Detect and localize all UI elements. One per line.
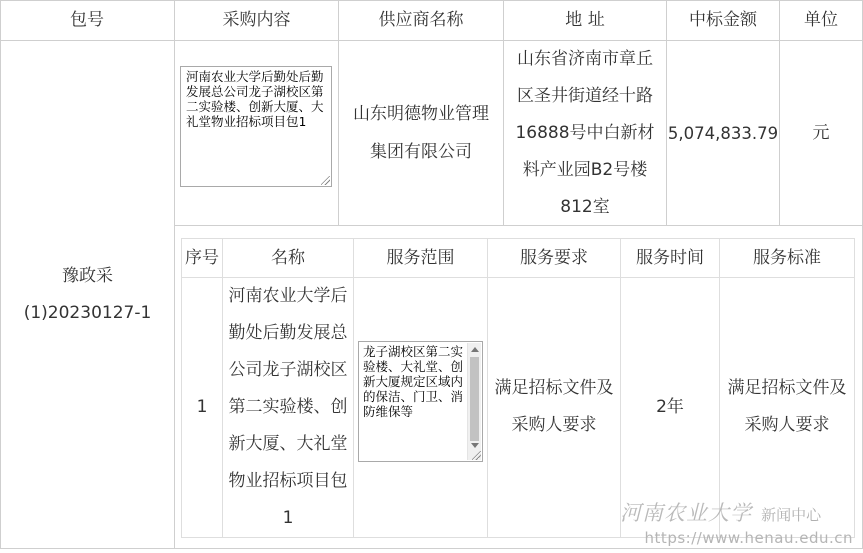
scope-scrollbar[interactable]: [467, 343, 481, 460]
sub-standard-line1: 满足招标文件及: [727, 378, 847, 398]
address-line: 812室: [560, 197, 610, 217]
sub-name-line: 公司龙子湖校区: [228, 360, 348, 380]
address-line: 16888号中白新材: [515, 123, 655, 143]
sub-standard-line2: 采购人要求: [744, 415, 830, 435]
supplier-line2: 集团有限公司: [370, 141, 472, 162]
watermark-label: 新闻中心: [761, 506, 822, 524]
content-textarea[interactable]: [180, 66, 332, 187]
subheader-requirement: 服务要求: [520, 247, 588, 268]
sub-requirement-line2: 采购人要求: [511, 415, 597, 435]
resize-grip-icon[interactable]: [321, 176, 330, 185]
watermark-logo-text: 河南农业大学: [620, 501, 752, 525]
header-divider: [0, 40, 863, 41]
subheader-time: 服务时间: [636, 247, 704, 268]
address-cell: [504, 41, 666, 225]
package-no-line1: 豫政采: [62, 265, 113, 286]
sub-name-line: 河南农业大学后: [228, 286, 348, 306]
sub-time-value: 2年: [656, 396, 684, 417]
address-line: 区圣井街道经十路: [517, 86, 653, 106]
sub-name-line: 勤处后勤发展总: [228, 323, 348, 343]
subheader-seq: 序号: [185, 247, 219, 268]
header-unit: 单位: [804, 10, 838, 30]
resize-grip-icon[interactable]: [472, 451, 481, 460]
sub-name-line: 新大厦、大礼堂: [228, 434, 348, 454]
content-textarea-text: 河南农业大学后勤处后勤发展总公司龙子湖校区第二实验楼、创新大厦、大礼堂物业招标项目包1: [186, 69, 324, 129]
supplier-line1: 山东明德物业管理: [353, 103, 489, 124]
sub-name-line: 物业招标项目包: [228, 471, 348, 491]
scope-textarea[interactable]: [358, 341, 483, 462]
amount-value: 5,074,833.79: [667, 123, 779, 143]
subtable-col-divider: [353, 238, 354, 538]
sub-name-line: 1: [282, 508, 294, 528]
unit-value: 元: [812, 122, 830, 143]
watermark-url: https://www.henau.edu.cn: [644, 529, 853, 547]
header-supplier: 供应商名称: [378, 10, 464, 30]
header-amount: 中标金额: [689, 10, 757, 30]
scroll-up-icon[interactable]: [471, 347, 479, 352]
package-no-line2: (1)20230127-1: [23, 302, 152, 323]
header-package-no: 包号: [70, 10, 104, 30]
sub-name-line: 第二实验楼、创: [228, 397, 348, 417]
sub-requirement-line1: 满足招标文件及: [494, 378, 614, 398]
sub-seq-value: 1: [196, 396, 208, 417]
subtable-border-right: [854, 238, 855, 538]
sub-name-cell: [223, 278, 353, 537]
scroll-down-icon[interactable]: [471, 443, 479, 448]
table-border-bottom: [0, 548, 863, 549]
scroll-thumb[interactable]: [470, 357, 479, 441]
address-line: 料产业园B2号楼: [522, 160, 648, 180]
header-content: 采购内容: [222, 10, 291, 30]
watermark-logo: [620, 497, 860, 525]
subheader-name: 名称: [271, 247, 305, 268]
scope-textarea-text: 龙子湖校区第二实验楼、大礼堂、创新大厦规定区域内的保洁、门卫、消防维保等: [363, 344, 464, 419]
subheader-standard: 服务标准: [753, 247, 821, 268]
col-divider-1: [174, 0, 175, 549]
subheader-scope: 服务范围: [386, 247, 455, 268]
header-address: 地 址: [565, 10, 605, 30]
address-line: 山东省济南市章丘: [517, 49, 653, 69]
